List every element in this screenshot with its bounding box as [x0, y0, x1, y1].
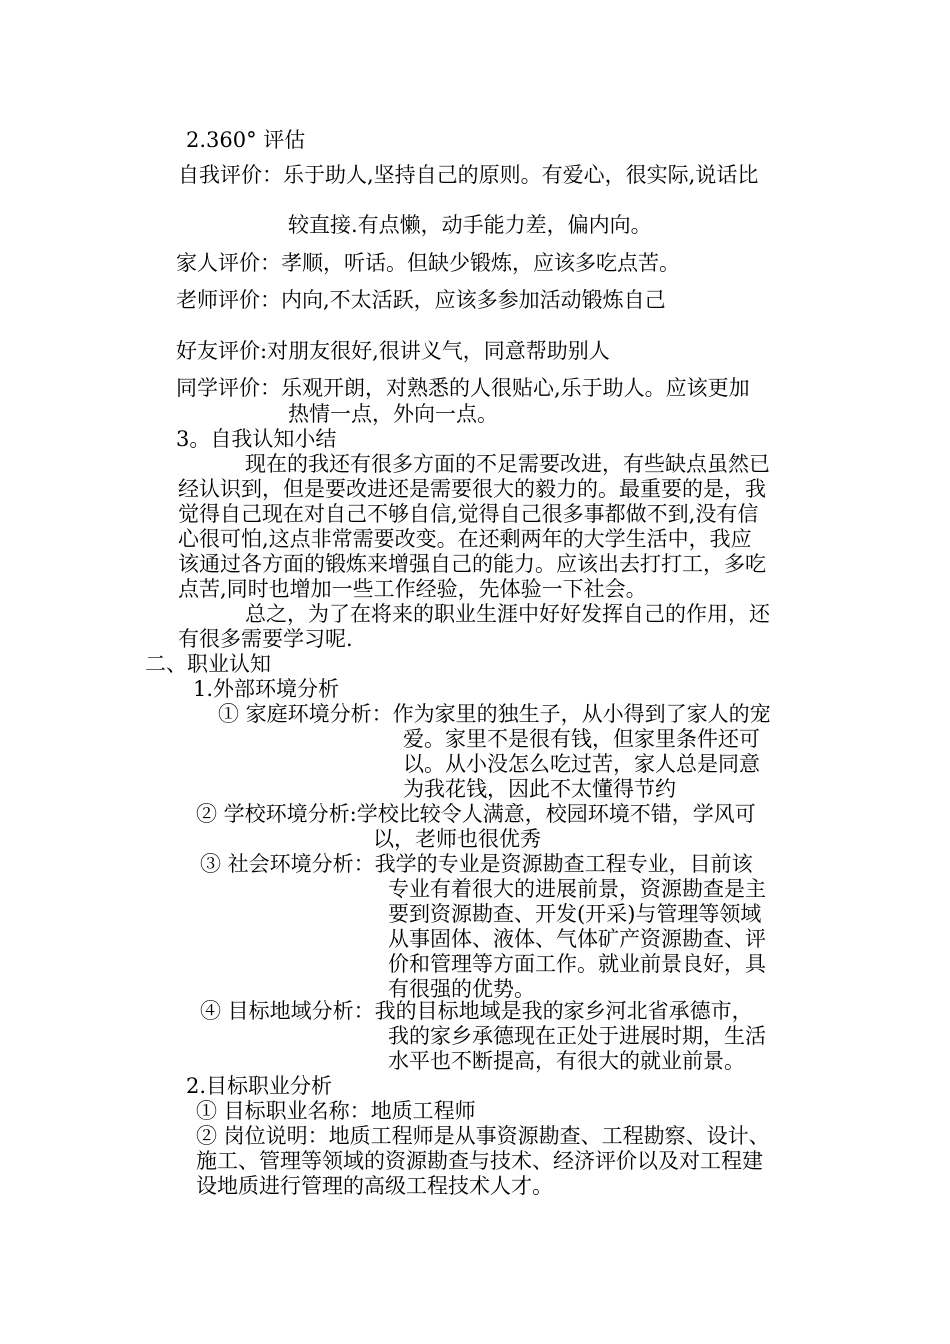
classmate-evaluation-line-2: 热情一点，外向一点。 [288, 402, 498, 426]
target-region-line-3: 水平也不断提高，有很大的就业前景。 [388, 1049, 745, 1073]
external-environment-heading: 1.外部环境分析 [193, 677, 340, 701]
summary-paragraph-1-line-6: 点苦,同时也增加一些工作经验，先体验一下社会。 [178, 577, 647, 601]
target-region-line-1: ④ 目标地域分析：我的目标地域是我的家乡河北省承德市， [200, 999, 753, 1023]
family-evaluation: 家人评价：孝顺，听话。但缺少锻炼，应该多吃点苦。 [176, 251, 680, 275]
summary-paragraph-1-line-5: 该通过各方面的锻炼来增强自己的能力。应该出去打打工，多吃 [178, 552, 766, 576]
self-cognition-summary-heading: 3。自我认知小结 [176, 427, 337, 451]
summary-paragraph-2-line-1: 总之，为了在将来的职业生涯中好好发挥自己的作用，还 [245, 602, 770, 626]
social-environment-line-4: 从事固体、液体、气体矿产资源勘查、评 [388, 927, 766, 951]
career-cognition-heading: 二、职业认知 [145, 652, 271, 676]
target-job-heading: 2.目标职业分析 [186, 1074, 333, 1098]
target-region-line-2: 我的家乡承德现在正处于进展时期，生活 [388, 1024, 766, 1048]
family-environment-line-3: 以。从小没怎么吃过苦，家人总是同意 [403, 752, 760, 776]
self-evaluation-line-1: 自我评价：乐于助人,坚持自己的原则。有爱心，很实际,说话比 [178, 163, 759, 187]
social-environment-line-1: ③ 社会环境分析：我学的专业是资源勘查工程专业，目前该 [200, 852, 753, 876]
job-description-line-1: ② 岗位说明：地质工程师是从事资源勘查、工程勘察、设计、 [196, 1124, 770, 1148]
target-job-name: ① 目标职业名称：地质工程师 [196, 1099, 476, 1123]
friend-evaluation: 好友评价:对朋友很好,很讲义气，同意帮助别人 [176, 339, 610, 363]
teacher-evaluation: 老师评价：内向,不太活跃，应该多参加活动锻炼自己 [176, 288, 666, 312]
school-environment-line-1: ② 学校环境分析:学校比较令人满意，校园环境不错，学风可 [196, 802, 756, 826]
heading-360-evaluation: 2.360° 评估 [186, 128, 306, 152]
school-environment-line-2: 以，老师也很优秀 [373, 827, 541, 851]
family-environment-line-2: 爱。家里不是很有钱，但家里条件还可 [403, 727, 760, 751]
job-description-line-3: 设地质进行管理的高级工程技术人才。 [196, 1174, 553, 1198]
family-environment-line-4: 为我花钱，因此不太懂得节约 [403, 777, 676, 801]
job-description-line-2: 施工、管理等领域的资源勘查与技术、经济评价以及对工程建 [196, 1149, 763, 1173]
social-environment-line-2: 专业有着很大的进展前景，资源勘查是主 [388, 877, 766, 901]
summary-paragraph-2-line-2: 有很多需要学习呢. [178, 627, 353, 651]
summary-paragraph-1-line-1: 现在的我还有很多方面的不足需要改进，有些缺点虽然已 [245, 452, 770, 476]
social-environment-line-6: 有很强的优势。 [388, 977, 535, 1001]
classmate-evaluation-line-1: 同学评价：乐观开朗，对熟悉的人很贴心,乐于助人。应该更加 [176, 376, 750, 400]
social-environment-line-5: 价和管理等方面工作。就业前景良好，具 [388, 952, 766, 976]
summary-paragraph-1-line-2: 经认识到，但是要改进还是需要很大的毅力的。最重要的是，我 [178, 477, 766, 501]
self-evaluation-line-2: 较直接.有点懒，动手能力差，偏内向。 [288, 213, 652, 237]
summary-paragraph-1-line-4: 心很可怕,这点非常需要改变。在还剩两年的大学生活中，我应 [178, 527, 752, 551]
summary-paragraph-1-line-3: 觉得自己现在对自己不够自信,觉得自己很多事都做不到,没有信 [178, 502, 759, 526]
family-environment-line-1: ① 家庭环境分析：作为家里的独生子，从小得到了家人的宠 [218, 702, 771, 726]
social-environment-line-3: 要到资源勘查、开发(开采)与管理等领域 [388, 902, 762, 926]
